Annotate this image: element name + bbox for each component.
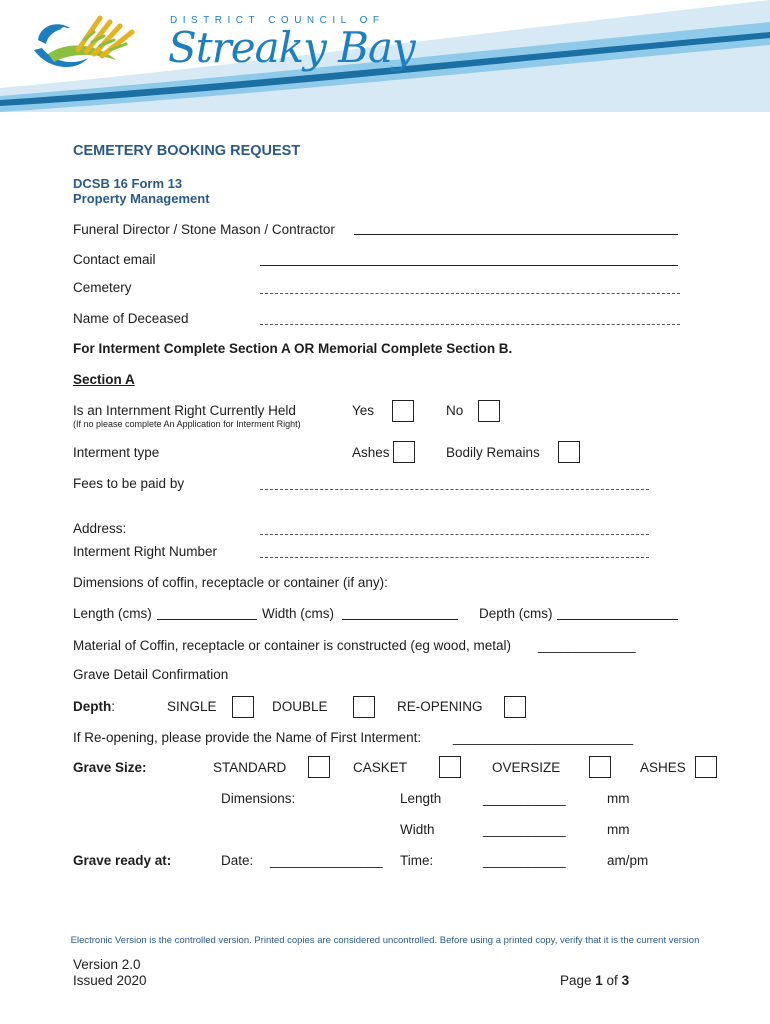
no-label: No <box>446 403 464 418</box>
director-label: Funeral Director / Stone Mason / Contractor <box>73 222 335 237</box>
casket-checkbox[interactable] <box>439 756 461 778</box>
depth-heading-text: Depth <box>73 699 112 714</box>
section-a-heading: Section A <box>73 372 135 387</box>
casket-label: CASKET <box>353 760 408 775</box>
fees-label: Fees to be paid by <box>73 476 185 491</box>
director-field[interactable] <box>354 234 678 235</box>
material-field[interactable]: _____________ <box>538 638 636 653</box>
page-total: 3 <box>621 973 630 988</box>
time-field[interactable]: ___________ <box>483 853 566 868</box>
cemetery-label: Cemetery <box>73 280 132 295</box>
interment-type-label: Interment type <box>73 445 160 460</box>
mm-label-2: mm <box>607 822 630 837</box>
org-small-title: DISTRICT COUNCIL OF <box>170 15 385 26</box>
ashes-size-checkbox[interactable] <box>695 756 717 778</box>
grave-width-field[interactable]: ___________ <box>483 822 566 837</box>
single-checkbox[interactable] <box>232 696 254 718</box>
deceased-label: Name of Deceased <box>73 311 189 326</box>
length-word: Length <box>400 791 442 806</box>
length-field[interactable] <box>157 619 257 620</box>
oversize-checkbox[interactable] <box>589 756 611 778</box>
length-label: Length (cms) <box>73 606 152 621</box>
depth-heading <box>73 699 115 714</box>
standard-checkbox[interactable] <box>308 756 330 778</box>
width-word: Width <box>400 822 435 837</box>
right-number-label: Interment Right Number <box>73 544 218 559</box>
mm-label-1: mm <box>607 791 630 806</box>
page-mid: of <box>602 973 622 988</box>
email-field[interactable] <box>260 265 678 266</box>
bodily-checkbox[interactable] <box>558 441 580 463</box>
address-label: Address: <box>73 521 127 536</box>
right-number-field[interactable] <box>260 557 649 558</box>
instruction-text: For Interment Complete Section A OR Memorial Complete Section B. <box>73 341 513 356</box>
ashes-label: Ashes <box>352 445 390 460</box>
form-dept: Property Management <box>73 191 210 206</box>
no-checkbox[interactable] <box>478 400 500 422</box>
first-interment-label: If Re-opening, please provide the Name of First Interment: <box>73 730 422 745</box>
issued-text: Issued 2020 <box>73 973 147 988</box>
depth-heading-colon: : <box>111 699 116 714</box>
first-interment-field[interactable]: ________________________ <box>453 730 634 745</box>
org-name-logo: Streaky Bay <box>168 23 415 72</box>
ashes-checkbox[interactable] <box>393 441 415 463</box>
double-label: DOUBLE <box>272 699 328 714</box>
reopening-checkbox[interactable] <box>504 696 526 718</box>
date-field[interactable]: _______________ <box>270 853 383 868</box>
depth-cms-field[interactable] <box>557 619 678 620</box>
width-label: Width (cms) <box>262 606 334 621</box>
address-field[interactable] <box>260 534 649 535</box>
grave-size-label: Grave Size: <box>73 760 147 775</box>
date-label: Date: <box>221 853 254 868</box>
email-label: Contact email <box>73 252 156 267</box>
material-label: Material of Coffin, receptacle or container is constructed (eg wood, metal) <box>73 638 511 653</box>
version-text: Version 2.0 <box>73 957 141 972</box>
width-field[interactable] <box>342 619 458 620</box>
depth-cms-label: Depth (cms) <box>479 606 553 621</box>
grave-confirm-label: Grave Detail Confirmation <box>73 667 229 682</box>
council-logo-icon <box>28 10 168 80</box>
dims-label: Dimensions: <box>221 791 296 806</box>
yes-label: Yes <box>352 403 375 418</box>
reopening-label: RE-OPENING <box>397 699 483 714</box>
footer-note: Electronic Version is the controlled version. Printed copies are considered uncontrolled. Before using a printed copy, verify that it is the current version <box>70 935 700 946</box>
page-prefix: Page <box>560 973 596 988</box>
grave-ready-label: Grave ready at: <box>73 853 172 868</box>
double-checkbox[interactable] <box>353 696 375 718</box>
dimensions-label: Dimensions of coffin, receptacle or container (if any): <box>73 575 388 590</box>
single-label: SINGLE <box>167 699 217 714</box>
right-held-label: Is an Internment Right Currently Held <box>73 403 296 418</box>
grave-length-field[interactable]: ___________ <box>483 791 566 806</box>
ashes-size-label: ASHES <box>640 760 686 775</box>
form-title: CEMETERY BOOKING REQUEST <box>73 143 301 159</box>
page-current: 1 <box>595 973 603 988</box>
right-held-note: (If no please complete An Application for Interment Right) <box>73 419 301 429</box>
oversize-label: OVERSIZE <box>492 760 561 775</box>
deceased-field[interactable] <box>260 324 680 325</box>
ampm-label: am/pm <box>607 853 649 868</box>
page-number <box>560 973 629 988</box>
bodily-label: Bodily Remains <box>446 445 540 460</box>
time-label: Time: <box>400 853 434 868</box>
form-code: DCSB 16 Form 13 <box>73 176 183 191</box>
fees-field[interactable] <box>260 489 649 490</box>
yes-checkbox[interactable] <box>392 400 414 422</box>
standard-label: STANDARD <box>213 760 287 775</box>
cemetery-field[interactable] <box>260 293 680 294</box>
